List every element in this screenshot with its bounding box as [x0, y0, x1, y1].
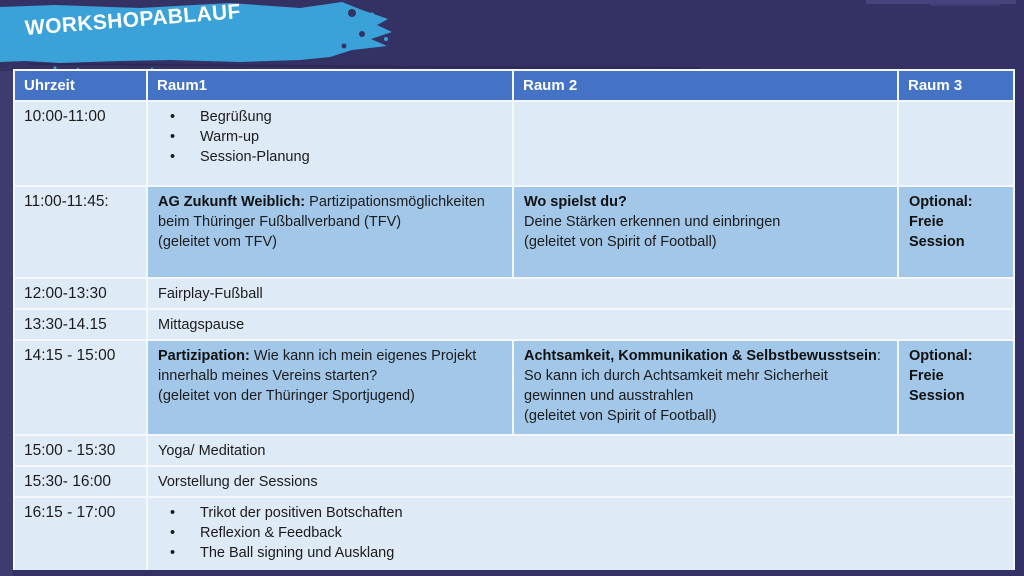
- bullet-item: [158, 523, 1003, 543]
- bullet-item: [158, 543, 1003, 563]
- session-cell: Partizipation: Wie kann ich mein eigenes Projekt innerhalb meines Vereins starten? (geleitet von der Thüringer Sportjugend): [148, 341, 512, 434]
- bullet-label: Begrüßung: [200, 109, 272, 125]
- bullet-label: Session-Planung: [200, 149, 310, 165]
- time-cell: 15:00 - 15:30: [15, 436, 146, 465]
- session-cell: Fairplay-Fußball: [148, 279, 1013, 308]
- bullet-icon: •: [170, 525, 176, 541]
- time-cell: 14:15 - 15:00: [15, 341, 146, 434]
- time-cell: 10:00-11:00: [15, 102, 146, 185]
- time-cell: 12:00-13:30: [15, 279, 146, 308]
- bullet-label: Trikot der positiven Botschaften: [200, 505, 403, 521]
- time-cell: 16:15 - 17:00: [15, 498, 146, 570]
- time-cell: 11:00-11:45:: [15, 187, 146, 277]
- workshop-schedule-table: [13, 69, 1015, 570]
- bullet-item: [158, 503, 1003, 523]
- session-cell: Yoga/ Meditation: [148, 436, 1013, 465]
- bullet-icon: •: [170, 545, 176, 561]
- session-cell: Optional: Freie Session: [899, 187, 1013, 277]
- schedule-grid: [15, 71, 1013, 570]
- left-edge-strip: [0, 71, 13, 576]
- title-banner: [0, 0, 1024, 71]
- session-cell: [899, 102, 1013, 185]
- header-cell-uhrzeit: Uhrzeit: [15, 71, 146, 100]
- bullet-icon: •: [170, 129, 176, 145]
- session-cell: Achtsamkeit, Kommunikation & Selbstbewusstsein: So kann ich durch Achtsamkeit mehr Sicherheit gewinnen und ausstrahlen (geleitet von Spirit of Football): [514, 341, 897, 434]
- header-cell-raum1: Raum1: [148, 71, 512, 100]
- bullet-item: [158, 127, 502, 147]
- bullet-icon: •: [170, 149, 176, 165]
- bullet-item: [158, 107, 502, 127]
- header-cell-raum3: Raum 3: [899, 71, 1013, 100]
- session-cell: Mittagspause: [148, 310, 1013, 339]
- session-cell: [148, 498, 1013, 570]
- slide-title: WORKSHOPABLAUF: [24, 0, 242, 41]
- session-cell: Wo spielst du? Deine Stärken erkennen und einbringen (geleitet von Spirit of Football): [514, 187, 897, 277]
- time-cell: 13:30-14.15: [15, 310, 146, 339]
- bullet-item: [158, 147, 502, 167]
- session-cell: Vorstellung der Sessions: [148, 467, 1013, 496]
- session-cell: [514, 102, 897, 185]
- session-cell: AG Zukunft Weiblich: Partizipationsmöglichkeiten beim Thüringer Fußballverband (TFV) (geleitet vom TFV): [148, 187, 512, 277]
- bullet-icon: •: [170, 109, 176, 125]
- time-cell: 15:30- 16:00: [15, 467, 146, 496]
- session-cell: [148, 102, 512, 185]
- bullet-label: Warm-up: [200, 129, 260, 145]
- header-cell-raum2: Raum 2: [514, 71, 897, 100]
- session-cell: Optional: Freie Session: [899, 341, 1013, 434]
- bullet-icon: •: [170, 505, 176, 521]
- bullet-label: The Ball signing und Ausklang: [200, 545, 395, 561]
- bullet-label: Reflexion & Feedback: [200, 525, 342, 541]
